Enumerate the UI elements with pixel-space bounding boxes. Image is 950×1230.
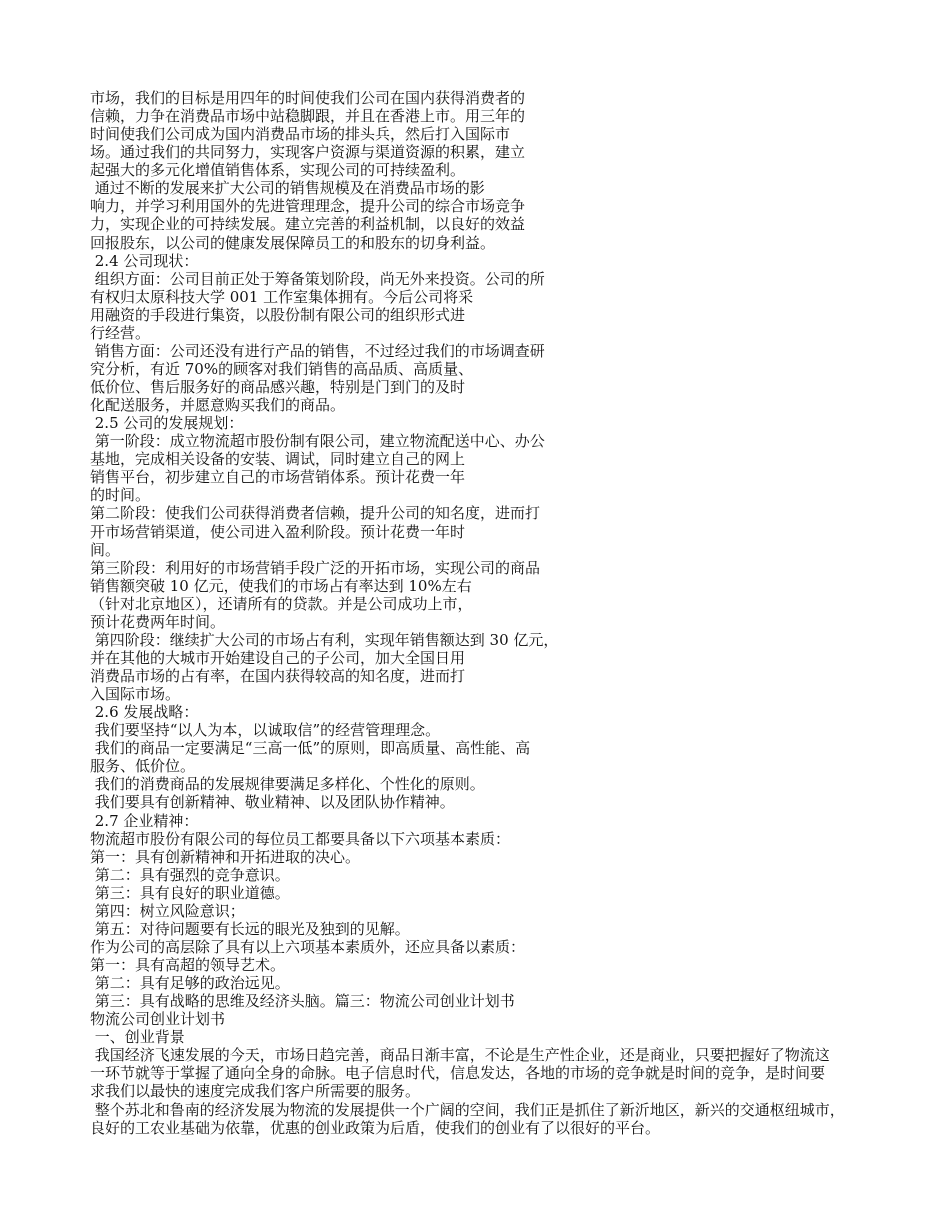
text-line: 第四阶段：继续扩大公司的市场占有利，实现年销售额达到 30 亿元，	[90, 630, 559, 649]
text-line: 第二：具有强烈的竞争意识。	[90, 865, 290, 884]
text-line: 消费品市场的占有率，在国内获得较高的知名度，进而打	[90, 667, 466, 685]
document-body	[90, 89, 890, 1137]
text-line: 销售额突破 10 亿元，使我们的市场占有率达到 10%左右	[90, 576, 472, 595]
text-line: 第二：具有足够的政治远见。	[90, 974, 290, 993]
text-line: 间。	[90, 540, 121, 559]
text-line: 我国经济飞速发展的今天，市场日趋完善，商品日渐丰富，不论是生产性企业，还是商业，只要把握好了物流这	[90, 1046, 830, 1065]
text-line: 第三：具有良好的职业道德。	[90, 883, 290, 902]
text-line: 信赖，力争在消费品市场中站稳脚跟，并且在香港上市。用三年的	[90, 107, 526, 126]
text-line: 服务、低价位。	[90, 757, 196, 776]
text-line: 力，实现企业的可持续发展。建立完善的利益机制，以良好的效益	[90, 215, 526, 234]
text-line: 第五：对待问题要有长远的眼光及独到的见解。	[90, 919, 410, 938]
text-line: 回报股东，以公司的健康发展保障员工的和股东的切身利益。	[90, 233, 496, 252]
text-line: 物流超市股份有限公司的每位员工都要具备以下六项基本素质：	[90, 829, 511, 848]
text-line: 开市场营销渠道，使公司进入盈利阶段。预计花费一年时	[90, 522, 466, 541]
text-line: 第一：具有创新精神和开拓进取的决心。	[90, 847, 361, 866]
text-line: 良好的工农业基础为依靠，优惠的创业政策为后盾，使我们的创业有了以很好的平台。	[90, 1118, 661, 1137]
text-line: 化配送服务，并愿意购买我们的商品。	[90, 396, 346, 415]
text-line: 有权归太原科技大学 001 工作室集体拥有。今后公司将采	[90, 287, 474, 306]
text-line: 起强大的多元化增值销售体系，实现公司的可持续盈利。	[90, 161, 466, 180]
text-line: 一环节就等于掌握了通向全身的命脉。电子信息时代，信息发达，各地的市场的竞争就是时间的竞争，是时间要	[90, 1064, 826, 1083]
text-line: 时间使我们公司成为国内消费品市场的排头兵，然后打入国际市	[90, 125, 511, 144]
text-line: 第三：具有战略的思维及经济头脑。篇三：物流公司创业计划书	[90, 992, 515, 1011]
text-line: 物流公司创业计划书	[90, 1010, 226, 1029]
text-line: 2.5 公司的发展规划：	[90, 414, 244, 433]
text-line: 整个苏北和鲁南的经济发展为物流的发展提供一个广阔的空间，我们正是抓住了新沂地区，新兴的交通枢纽城市，	[90, 1100, 845, 1119]
text-line: 用融资的手段进行集资，以股份制有限公司的组织形式进	[90, 305, 466, 324]
text-line: 第一：具有高超的领导艺术。	[90, 956, 286, 974]
text-line: 组织方面：公司目前正处于筹备策划阶段，尚无外来投资。公司的所	[90, 269, 545, 288]
text-line: 场。通过我们的共同努力，实现客户资源与渠道资源的积累，建立	[90, 143, 526, 162]
text-line: 2.6 发展战略：	[90, 703, 199, 722]
text-line: 入国际市场。	[90, 685, 181, 704]
text-line: 我们要具有创新精神、敬业精神、以及团队协作精神。	[90, 793, 455, 812]
text-line: 第四：树立风险意识；	[90, 901, 245, 920]
text-line: 第一阶段：成立物流超市股份制有限公司，建立物流配送中心、办公	[90, 432, 545, 451]
text-line: 通过不断的发展来扩大公司的销售规模及在消费品市场的影	[90, 179, 485, 198]
text-line: 我们要坚持“以人为本，以诚取信”的经营管理理念。	[90, 721, 441, 740]
text-line: 2.7 企业精神：	[90, 811, 199, 830]
text-line: 求我们以最快的速度完成我们客户所需要的服务。	[90, 1082, 421, 1101]
text-line: 一、创业背景	[90, 1028, 185, 1047]
text-line: 市场，我们的目标是用四年的时间使我们公司在国内获得消费者的	[90, 89, 526, 107]
text-line: 基地，完成相关设备的安装、调试，同时建立自己的网上	[90, 450, 466, 469]
text-line: （针对北京地区），还请所有的贷款。并是公司成功上市，	[90, 594, 473, 613]
text-line: 作为公司的高层除了具有以上六项基本素质外，还应具备以素质：	[90, 937, 526, 956]
text-line: 2.4 公司现状：	[90, 251, 199, 270]
text-line: 响力，并学习利用国外的先进管理理念，提升公司的综合市场竞争	[90, 197, 526, 216]
text-line: 并在其他的大城市开始建设自己的子公司，加大全国日用	[90, 648, 466, 667]
text-line: 第二阶段：使我们公司获得消费者信赖，提升公司的知名度，进而打	[90, 504, 541, 523]
text-line: 究分析，有近 70%的顾客对我们销售的高品质、高质量、	[90, 359, 474, 378]
text-line: 预计花费两年时间。	[90, 612, 226, 631]
text-line: 销售平台，初步建立自己的市场营销体系。预计花费一年	[90, 468, 466, 487]
text-line: 低价位、售后服务好的商品感兴趣，特别是门到门的及时	[90, 378, 466, 396]
text-line: 的时间。	[90, 486, 151, 505]
text-line: 销售方面：公司还没有进行产品的销售，不过经过我们的市场调查研	[90, 341, 545, 360]
text-line: 行经营。	[90, 323, 151, 342]
text-line: 第三阶段：利用好的市场营销手段广泛的开拓市场，实现公司的商品	[90, 558, 541, 577]
text-line: 我们的商品一定要满足“三高一低”的原则，即高质量、高性能、高	[90, 739, 531, 758]
text-line: 我们的消费商品的发展规律要满足多样化、个性化的原则。	[90, 775, 485, 794]
